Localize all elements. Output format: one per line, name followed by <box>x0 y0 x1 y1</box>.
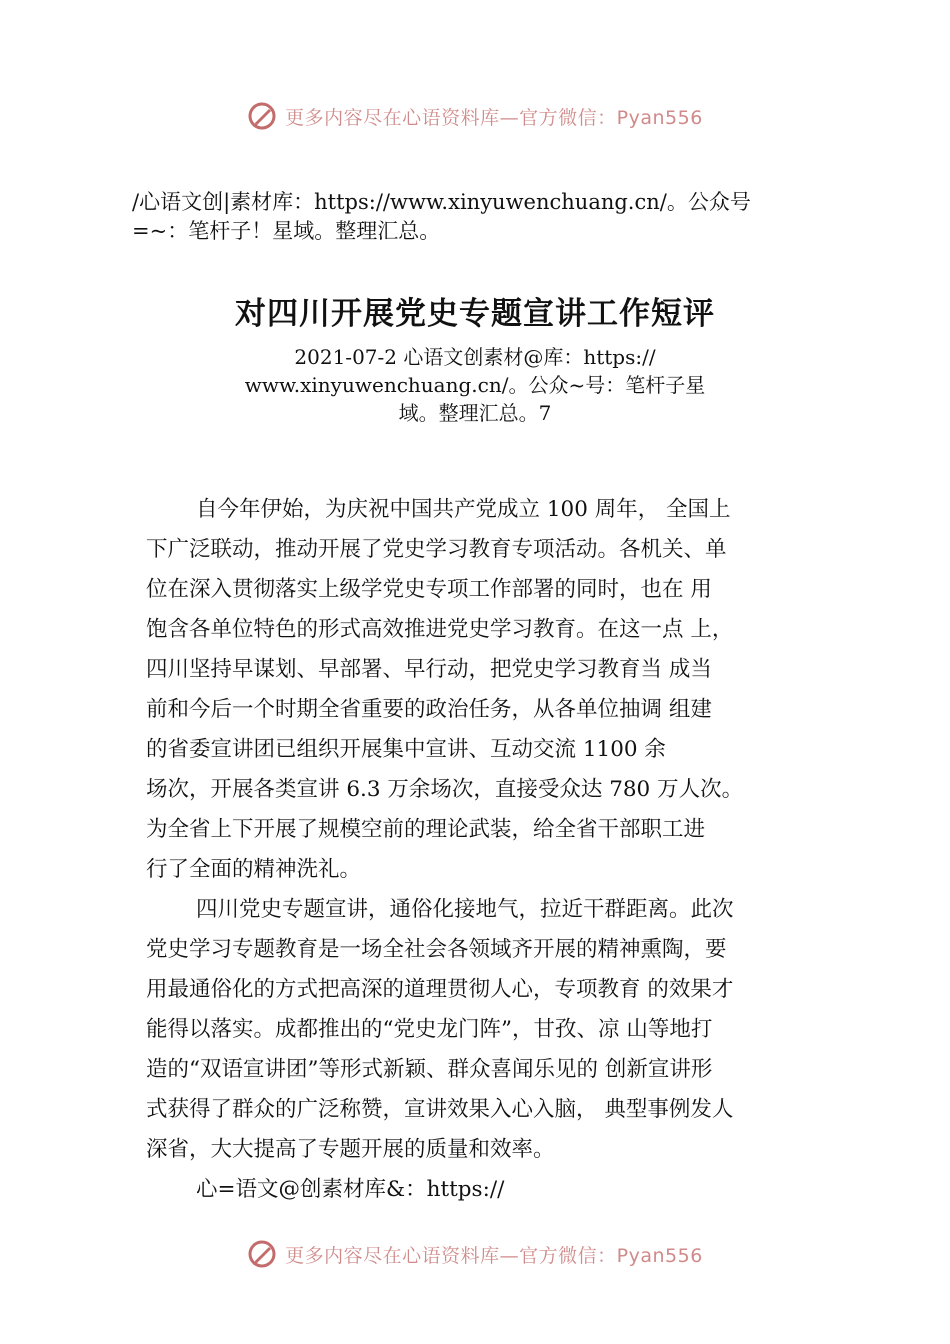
source-notice <box>132 188 832 246</box>
paragraph <box>146 490 830 890</box>
text-line: 深省，大大提高了专题开展的质量和效率。 <box>146 1137 555 1162</box>
text-line: 场次，开展各类宣讲 6.3 万余场次，直接受众达 780 万人次。 <box>146 777 744 802</box>
text-line: 四川坚持早谋划、早部署、早行动，把党史学习教育当 成当 <box>146 657 712 682</box>
text-line: 行了全面的精神洗礼。 <box>146 857 362 882</box>
document-title: 对四川开展党史专题宣讲工作短评 <box>235 296 715 332</box>
text-line: 为全省上下开展了规模空前的理论武装，给全省干部职工进 <box>146 817 706 842</box>
text-line: 式获得了群众的广泛称赞，宣讲效果入心入脑， 典型事例发人 <box>146 1097 734 1122</box>
text-line: 四川党史专题宣讲，通俗化接地气，拉近干群距离。此次 <box>196 897 734 922</box>
text-line: 的省委宣讲团已组织开展集中宣讲、互动交流 1100 余 <box>146 737 666 762</box>
text-line: 下广泛联动，推动开展了党史学习教育专项活动。各机关、单 <box>146 537 727 562</box>
paragraph <box>146 1170 830 1210</box>
paragraph <box>146 890 830 1170</box>
text-line: 前和今后一个时期全省重要的政治任务，从各单位抽调 组建 <box>146 697 712 722</box>
source-notice-line: =~：笔杆子！星域。整理汇总。 <box>132 219 441 243</box>
header-banner-text: 更多内容尽在心语资料库—官方微信：Pyan556 <box>285 106 703 129</box>
footer-banner-text: 更多内容尽在心语资料库—官方微信：Pyan556 <box>285 1244 703 1267</box>
text-line: 能得以落实。成都推出的“党史龙门阵”，甘孜、凉 山等地打 <box>146 1017 713 1042</box>
text-line: 心=语文@创素材库&：https:// <box>196 1177 505 1202</box>
source-notice-line: /心语文创|素材库：https://www.xinyuwenchuang.cn/。公众号 <box>132 190 751 214</box>
document-body <box>146 490 830 1210</box>
pen-logo-icon <box>247 101 277 131</box>
header-banner <box>0 96 950 136</box>
meta-line: www.xinyuwenchuang.cn/。公众~号：笔杆子星 <box>244 373 706 397</box>
meta-line: 域。整理汇总。7 <box>398 401 552 425</box>
text-line: 饱含各单位特色的形式高效推进党史学习教育。在这一点 上， <box>146 617 734 642</box>
meta-line: 2021-07-2 心语文创素材@库：https:// <box>294 345 656 369</box>
text-line: 位在深入贯彻落实上级学党史专项工作部署的同时，也在 用 <box>146 577 712 602</box>
text-line: 造的“双语宣讲团”等形式新颖、群众喜闻乐见的 创新宣讲形 <box>146 1057 713 1082</box>
text-line: 用最通俗化的方式把高深的道理贯彻人心，专项教育 的效果才 <box>146 977 734 1002</box>
document-meta <box>210 343 740 427</box>
text-line: 党史学习专题教育是一场全社会各领域齐开展的精神熏陶，要 <box>146 937 727 962</box>
pen-logo-icon <box>247 1239 277 1269</box>
footer-banner <box>0 1234 950 1274</box>
text-line: 自今年伊始，为庆祝中国共产党成立 100 周年， 全国上 <box>196 497 731 522</box>
